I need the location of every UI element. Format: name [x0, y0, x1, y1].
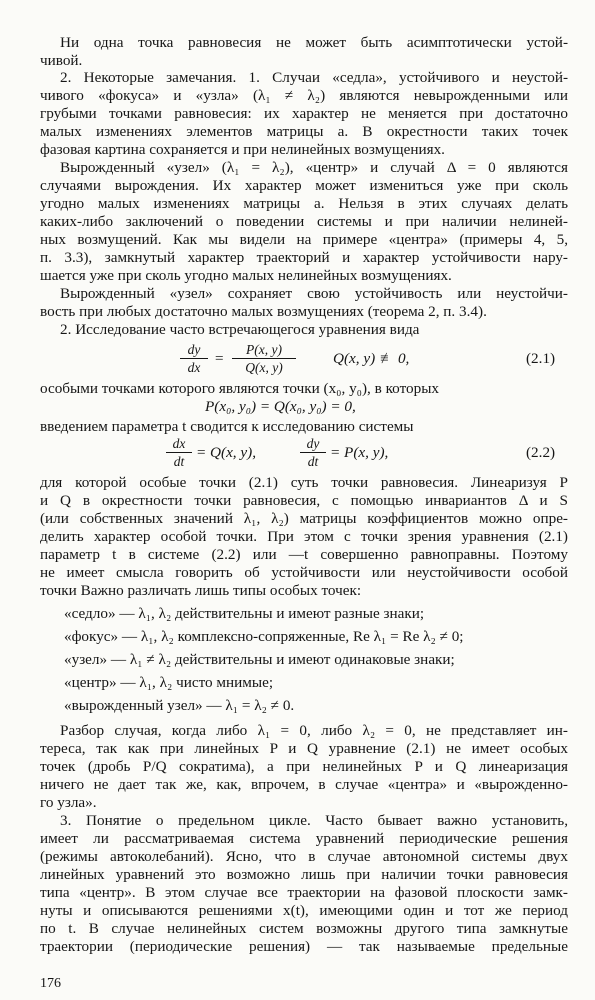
text-line: типа «центр». В этом случае все траектории на фазовой плоскости замк- [40, 884, 568, 901]
text-line: каких-либо заключений о поведении системы и при наличии нелиней- [40, 213, 568, 230]
text-line: (режимы автоколебаний). Ясно, что в случае автономной системы двух [40, 848, 568, 865]
text-line: шается уже при сколь угодно малых нелинейных возмущениях. [40, 267, 452, 284]
text-line: делить характер особой точки. При этом с точки зрения уравнения (2.1) [40, 528, 568, 545]
text-line: и Q в окрестности точки равновесия, с помощью инвариантов Δ и S [40, 492, 568, 509]
text-line: п. 3.3), замкнутый характер траекторий и характер устойчивости нару- [40, 249, 568, 266]
text-line: точки Важно различать лишь типы особых точек: [40, 582, 362, 599]
equation-rhs-2: = P(x, y), [330, 444, 389, 461]
text-line: фазовая картина сохраняется и при нелинейных возмущениях. [40, 141, 445, 158]
page-number: 176 [40, 976, 61, 991]
text-line: чивой. [40, 52, 83, 69]
text-line: чивого «фокуса» и «узла» (λ₁ ≠ λ₂) являются невырожденными или [40, 87, 568, 104]
equation-equilibrium: P(x₀, y₀) = Q(x₀, y₀) = 0, [205, 398, 356, 415]
text-line: по t. В случае нелинейных систем возможны другого типа замкнутые [40, 920, 568, 937]
text-line: вость при любых достаточно малых возмущениях (теорема 2, п. 3.4). [40, 303, 487, 320]
equation-condition: Q(x, y) ≢ 0, [333, 350, 410, 367]
text-line: введением параметра t сводится к исследованию системы [40, 418, 414, 435]
fraction-dx-dt: $\frac{dx}{dt}$ [166, 436, 192, 469]
text-line: не имеет смысла говорить об устойчивости или неустойчивости особой [40, 564, 568, 581]
fraction-dy-dt: $\frac{dy}{dt}$ [300, 436, 326, 469]
text-line: угодно малых изменениях матрицы a. Нельзя в этих случаях делать [40, 195, 568, 212]
point-type-item: «вырожденный узел» — λ₁ = λ₂ ≠ 0. [64, 697, 295, 714]
text-line: грубыми точками равновесия: их характер не меняется при достаточно [40, 105, 568, 122]
text-line: Вырожденный «узел» (λ₁ = λ₂), «центр» и случай Δ = 0 являются [60, 159, 568, 176]
point-type-item: «фокус» — λ₁, λ₂ комплексно-сопряженные, Re λ₁ = Re λ₂ ≠ 0; [64, 628, 464, 645]
text-line: Ни одна точка равновесия не может быть асимптотически устой- [60, 34, 568, 51]
point-type-item: «центр» — λ₁, λ₂ чисто мнимые; [64, 674, 274, 691]
text-line: Разбор случая, когда либо λ₁ = 0, либо λ₂ = 0, не представляет ин- [60, 722, 568, 739]
fraction-p-q: $\frac{P(x, y)}{Q(x, y)}$ [232, 342, 296, 375]
text-line: особыми точками которого являются точки (x₀, y₀), в которых [40, 380, 439, 397]
text-line: малых изменениях элементов матрицы a. В окрестности таких точек [40, 123, 568, 140]
text-line: точек (дробь P/Q сократима), а при нелинейных P и Q линеаризация [40, 758, 568, 775]
text-line: для которой особые точки (2.1) суть точки равновесия. Линеаризуя P [40, 474, 568, 491]
text-line: тереса, так как при линейных P и Q уравнение (2.1) не имеет особых [40, 740, 568, 757]
equation-rhs-1: = Q(x, y), [196, 444, 257, 461]
equation-number: (2.1) [526, 350, 556, 367]
text-line: нуты и описываются решениями x(t), имеющими один и тот же период [40, 902, 568, 919]
equation-number: (2.2) [526, 444, 556, 461]
text-line: ных возмущений. Как мы видели на примере «центра» (примеры 4, 5, [40, 231, 568, 248]
text-line: Вырожденный «узел» сохраняет свою устойчивость или неустойчи- [60, 285, 568, 302]
point-type-item: «узел» — λ₁ ≠ λ₂ действительны и имеют одинаковые знаки; [64, 651, 455, 668]
section-heading-line: 2. Некоторые замечания. 1. Случаи «седла», устойчивого и неустой- [60, 69, 568, 86]
equals-sign: = [214, 350, 225, 367]
text-line: линейных уравнений это возможно лишь при наличии точки равновесия [40, 866, 568, 883]
text-line: (или собственных значений λ₁, λ₂) матрицы коэффициентов можно опре- [40, 510, 568, 527]
text-line: го узла». [40, 794, 97, 811]
point-type-item: «седло» — λ₁, λ₂ действительны и имеют разные знаки; [64, 605, 425, 622]
fraction-dy-dx: $\frac{dy}{dx}$ [180, 342, 208, 375]
text-line: 2. Исследование часто встречающегося уравнения вида [60, 321, 420, 338]
text-line: ничего не дает так же, как, впрочем, в случае «центра» и «вырожденно- [40, 776, 568, 793]
text-line: траектории (периодические решения) — так называемые предельные [40, 938, 568, 955]
text-line: параметр t в системе (2.2) или —t совершенно равноправны. Поэтому [40, 546, 568, 563]
text-line: имеет ли рассматриваемая система уравнений периодические решения [40, 830, 568, 847]
text-line: случаями вырождения. Их характер может измениться уже при сколь [40, 177, 568, 194]
section-heading-line: 3. Понятие о предельном цикле. Часто бывает важно установить, [60, 812, 568, 829]
